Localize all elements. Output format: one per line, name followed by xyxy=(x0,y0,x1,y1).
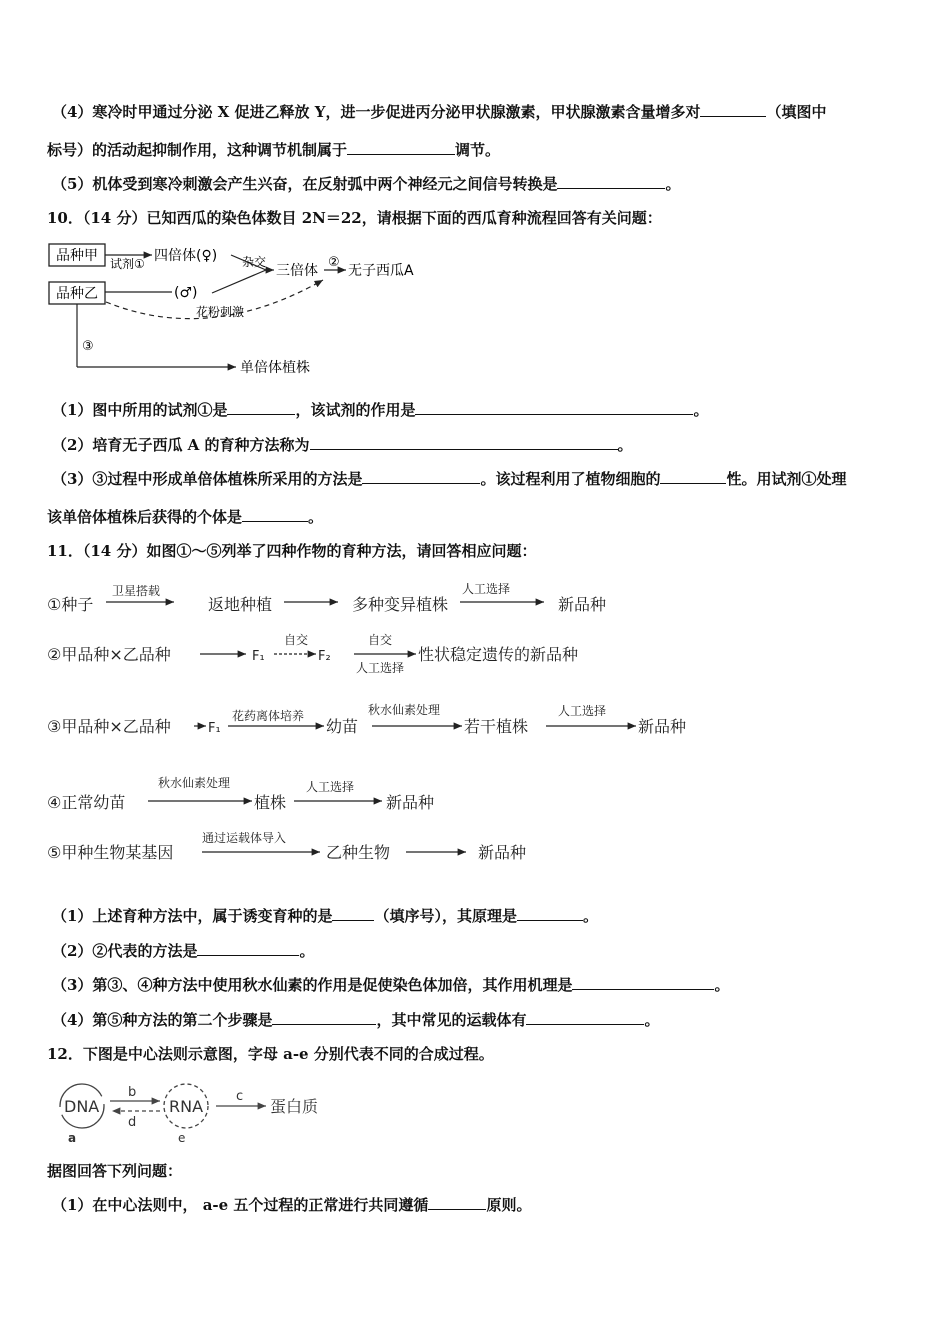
blank[interactable] xyxy=(517,906,583,921)
blank[interactable] xyxy=(557,174,665,189)
q9-p4-line2: 标号）的活动起抑制作用，这种调节机制属于 调节。 xyxy=(47,141,501,159)
step3-label: ③ xyxy=(82,339,94,354)
row3-colchicine: 秋水仙素处理 xyxy=(368,703,441,717)
blank[interactable] xyxy=(242,507,308,522)
row3-plants: 若干植株 xyxy=(464,717,529,736)
blank[interactable] xyxy=(310,435,618,450)
q12-lead: 据图回答下列问题： xyxy=(47,1162,183,1180)
haploid-label: 单倍体植株 xyxy=(240,360,310,376)
q10-p2: （2）培育无子西瓜 A 的育种方法称为 。 xyxy=(52,436,633,454)
row5-gene: ⑤甲种生物某基因 xyxy=(47,843,174,862)
row4-new-variety: 新品种 xyxy=(386,793,435,812)
row4-plant: 植株 xyxy=(254,793,287,812)
blank[interactable] xyxy=(526,1010,644,1025)
row1-satellite: 卫星搭载 xyxy=(112,584,161,598)
watermelon-breeding-diagram xyxy=(40,236,460,386)
reagent-label: 试剂① xyxy=(110,257,145,271)
process-d: d xyxy=(128,1115,137,1130)
pollen-label: 花粉刺激 xyxy=(196,305,245,319)
blank[interactable] xyxy=(572,975,714,990)
blank[interactable] xyxy=(362,469,480,484)
q11-p3: （3）第③、④种方法中使用秋水仙素的作用是促使染色体加倍，其作用机理是 。 xyxy=(52,976,730,994)
q10-stem: 10．（14 分）已知西瓜的染色体数目 2N＝22，请根据下面的西瓜育种流程回答有关问题： xyxy=(47,209,662,227)
blank[interactable] xyxy=(272,1010,376,1025)
process-b: b xyxy=(128,1085,137,1100)
q10-p1: （1）图中所用的试剂①是 ，该试剂的作用是 。 xyxy=(52,401,709,419)
row3-selection: 人工选择 xyxy=(558,704,607,718)
blank[interactable] xyxy=(227,400,295,415)
cross-label: 杂交 xyxy=(242,255,267,269)
process-a: a xyxy=(68,1131,77,1144)
q10-p3-line1: （3）③过程中形成单倍体植株所采用的方法是 。该过程利用了植物细胞的 性。用试剂①处理 xyxy=(52,470,847,488)
step2-label: ② xyxy=(328,255,340,270)
row2-cross: ②甲品种×乙品种 xyxy=(47,645,171,664)
process-c: c xyxy=(236,1089,244,1104)
q9-p4-line1: （4）寒冷时甲通过分泌 X 促进乙释放 Y，进一步促进丙分泌甲状腺激素，甲状腺激素含量增多对 （填图中 xyxy=(52,103,827,121)
cross-line-lower xyxy=(212,270,266,293)
row4-colchicine: 秋水仙素处理 xyxy=(158,776,231,790)
row5-organism: 乙种生物 xyxy=(326,843,391,862)
row2-f1: F₁ xyxy=(252,649,265,664)
blank[interactable] xyxy=(347,140,455,155)
seedless-label: 无子西瓜A xyxy=(348,263,414,279)
row2-selfing: 自交 xyxy=(284,633,309,647)
row5-vector: 通过运载体导入 xyxy=(202,831,287,845)
blank[interactable] xyxy=(660,469,726,484)
blank[interactable] xyxy=(332,906,374,921)
blank[interactable] xyxy=(415,400,693,415)
row1-selection: 人工选择 xyxy=(462,582,511,596)
blank[interactable] xyxy=(700,102,766,117)
row2-selection: 人工选择 xyxy=(356,661,405,675)
row4-seedling: ④正常幼苗 xyxy=(47,793,126,812)
row1-seed: ①种子 xyxy=(47,595,94,614)
breeding-methods-diagram xyxy=(44,576,744,876)
q11-p4: （4）第⑤种方法的第二个步骤是 ，其中常见的运载体有 。 xyxy=(52,1011,660,1029)
tetraploid-label: 四倍体(♀) xyxy=(154,248,218,264)
central-dogma-diagram xyxy=(48,1068,348,1144)
process-e: e xyxy=(178,1131,186,1144)
variety-b-label: 品种乙 xyxy=(56,286,98,302)
variety-a-label: 品种甲 xyxy=(56,248,98,264)
q12-stem: 12．下图是中心法则示意图，字母 a-e 分别代表不同的合成过程。 xyxy=(47,1045,494,1063)
blank[interactable] xyxy=(197,941,299,956)
q11-p1: （1）上述育种方法中，属于诱变育种的是 （填序号），其原理是 。 xyxy=(52,907,598,925)
q11-p2: （2）②代表的方法是 。 xyxy=(52,942,315,960)
protein-label: 蛋白质 xyxy=(270,1097,319,1116)
row3-f1: F₁ xyxy=(208,721,221,736)
row4-selection: 人工选择 xyxy=(306,780,355,794)
row1-new-variety: 新品种 xyxy=(558,595,607,614)
row5-new-variety: 新品种 xyxy=(478,843,527,862)
q12-p1: （1）在中心法则中， a-e 五个过程的正常进行共同遵循 原则。 xyxy=(52,1196,532,1214)
row3-seedling: 幼苗 xyxy=(326,717,359,736)
male-label: (♂) xyxy=(174,285,198,301)
dna-label: DNA xyxy=(64,1097,100,1116)
row2-selfing-2: 自交 xyxy=(368,633,393,647)
row2-f2: F₂ xyxy=(318,649,331,664)
row3-cross: ③甲品种×乙品种 xyxy=(47,717,171,736)
row3-new-variety: 新品种 xyxy=(638,717,687,736)
blank[interactable] xyxy=(428,1195,486,1210)
row1-plant-back: 返地种植 xyxy=(208,595,273,614)
row3-anther-culture: 花药离体培养 xyxy=(232,709,305,723)
rna-label: RNA xyxy=(169,1097,204,1116)
q11-stem: 11．（14 分）如图①～⑤列举了四种作物的育种方法，请回答相应问题： xyxy=(47,542,537,560)
triploid-label: 三倍体 xyxy=(276,263,318,279)
q10-p3-line2: 该单倍体植株后获得的个体是 。 xyxy=(47,508,324,526)
q9-p5: （5）机体受到寒冷刺激会产生兴奋，在反射弧中两个神经元之间信号转换是 。 xyxy=(52,175,681,193)
row1-mutants: 多种变异植株 xyxy=(352,595,449,614)
row2-stable-variety: 性状稳定遗传的新品种 xyxy=(418,645,579,664)
